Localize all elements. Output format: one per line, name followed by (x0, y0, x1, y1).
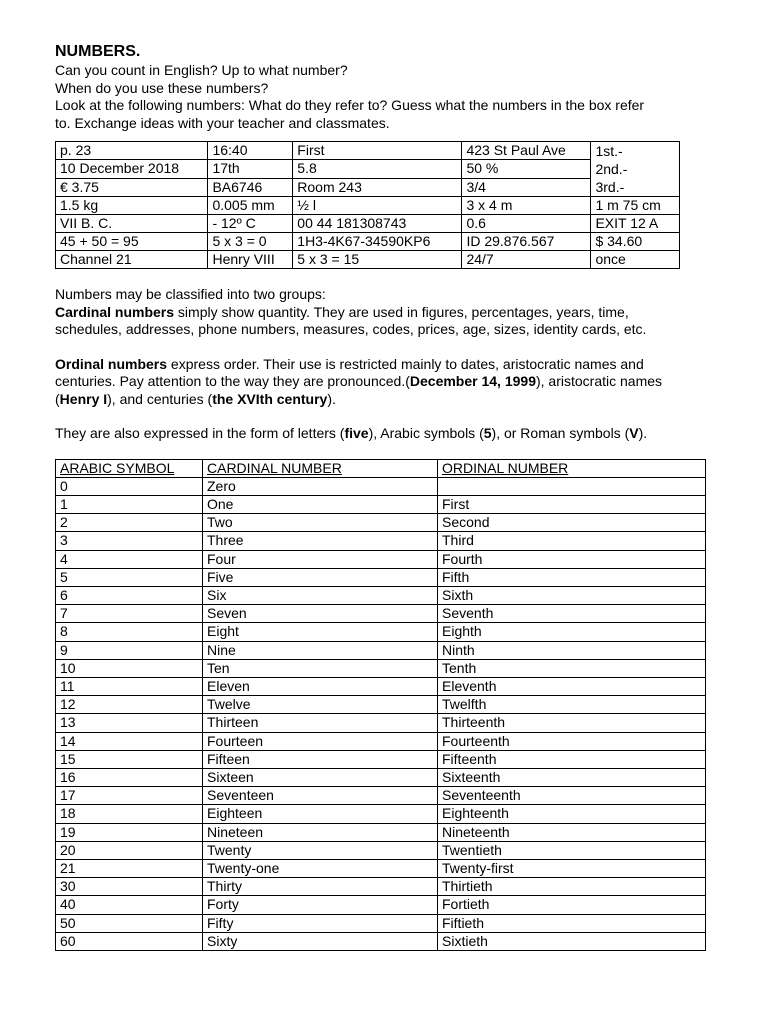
arabic-cell: 10 (56, 659, 203, 677)
ordinal-text-3b: ), and centuries ( (107, 390, 213, 407)
arabic-cell: 21 (56, 859, 203, 877)
arabic-cell: 0 (56, 477, 203, 495)
arabic-cell: 1 (56, 495, 203, 513)
arabic-cell: 18 (56, 805, 203, 823)
box-cell: 0.6 (462, 215, 591, 233)
intro-line-1: Can you count in English? Up to what number? (55, 62, 348, 78)
box-cell: 5 x 3 = 15 (293, 251, 462, 269)
cardinal-cell: Ten (203, 659, 438, 677)
ordinal-cell: Twenty-first (438, 859, 706, 877)
box-cell: 00 44 181308743 (293, 215, 462, 233)
arabic-cell: 50 (56, 914, 203, 932)
box-cell: $ 34.60 (591, 233, 680, 251)
box-cell: p. 23 (56, 142, 208, 160)
table-row (56, 750, 706, 768)
cardinal-cell: One (203, 495, 438, 513)
table-row (56, 605, 706, 623)
ordinal-term: Ordinal numbers (55, 355, 168, 372)
box-cell: 1.5 kg (56, 197, 208, 215)
cardinal-cell: Fourteen (203, 732, 438, 750)
ordinal-example-century: the XVIth century (212, 390, 328, 407)
cardinal-cell: Thirty (203, 878, 438, 896)
box-cell: 50 % (462, 160, 591, 178)
ordinal-cell: Fourth (438, 550, 706, 568)
arabic-cell: 20 (56, 841, 203, 859)
cardinal-cell: Eighteen (203, 805, 438, 823)
table-row (56, 514, 706, 532)
cardinal-cell: Six (203, 586, 438, 604)
ordinal-cell: Thirteenth (438, 714, 706, 732)
ordinal-cell: Fortieth (438, 896, 706, 914)
ordinal-text-3c: ). (327, 390, 336, 407)
forms-text-a: They are also expressed in the form of letters ( (55, 425, 345, 441)
ordinal-paragraph-line-3 (55, 391, 715, 409)
box-cell: 1 m 75 cm (591, 197, 680, 215)
arabic-cell: 4 (56, 550, 203, 568)
forms-text-d: ). (638, 425, 648, 441)
table-row (56, 914, 706, 932)
ordinal-cell: Fifteenth (438, 750, 706, 768)
arabic-cell: 7 (56, 605, 203, 623)
table-row (56, 787, 706, 805)
box-cell: - 12º C (208, 215, 293, 233)
intro-line-2: When do you use these numbers? (55, 79, 269, 96)
box-cell: Room 243 (293, 178, 462, 196)
header-ordinal-number: ORDINAL NUMBER (438, 459, 706, 477)
forms-example-arabic: 5 (483, 425, 492, 441)
arabic-cell: 40 (56, 896, 203, 914)
ordinal-paragraph-line-1 (55, 356, 715, 374)
ordinal-example-name: Henry I (59, 390, 108, 407)
ordinal-cell: Third (438, 532, 706, 550)
cardinal-cell: Sixteen (203, 768, 438, 786)
table-row (56, 568, 706, 586)
table-row (56, 677, 706, 695)
ordinal-cell: Sixth (438, 586, 706, 604)
cardinal-cell: Four (203, 550, 438, 568)
table-row (56, 641, 706, 659)
numbers-reference-table (55, 459, 706, 951)
table-row (56, 823, 706, 841)
cardinal-cell: Five (203, 568, 438, 586)
cardinal-cell: Twenty-one (203, 859, 438, 877)
ordinal-cell: Sixteenth (438, 768, 706, 786)
forms-text-b: ), Arabic symbols ( (368, 425, 484, 441)
box-cell: 10 December 2018 (56, 160, 208, 178)
box-cell: 24/7 (462, 251, 591, 269)
box-cell: First (293, 142, 462, 160)
arabic-cell: 9 (56, 641, 203, 659)
box-cell: 1H3-4K67-34590KP6 (293, 233, 462, 251)
intro-line-3: Look at the following numbers: What do they refer to? Guess what the numbers in the box refer (55, 97, 645, 113)
groups-intro: Numbers may be classified into two groups: (55, 286, 326, 302)
table-row (56, 732, 706, 750)
ordinal-text-1: express order. Their use is restricted mainly to dates, aristocratic names and (167, 355, 644, 372)
ordinal-cell: Seventh (438, 605, 706, 623)
table-row (56, 768, 706, 786)
ordinal-cell: Ninth (438, 641, 706, 659)
table-row (56, 586, 706, 604)
ordinal-cell: First (438, 495, 706, 513)
cardinal-cell: Nine (203, 641, 438, 659)
arabic-cell: 6 (56, 586, 203, 604)
table-header-row (56, 459, 706, 477)
header-arabic-symbol: ARABIC SYMBOL (56, 459, 203, 477)
box-ordinal-1: 1st.- (595, 143, 623, 159)
cardinal-cell: Zero (203, 477, 438, 495)
box-cell: € 3.75 (56, 178, 208, 196)
cardinal-cell: Forty (203, 896, 438, 914)
table-row (56, 841, 706, 859)
document-page (55, 42, 715, 951)
arabic-cell: 60 (56, 932, 203, 950)
ordinal-cell: Sixtieth (438, 932, 706, 950)
arabic-cell: 13 (56, 714, 203, 732)
box-cell: 423 St Paul Ave (462, 142, 591, 160)
ordinal-cell: Eighth (438, 623, 706, 641)
ordinal-cell: Fifth (438, 568, 706, 586)
table-row (56, 477, 706, 495)
arabic-cell: 30 (56, 878, 203, 896)
ordinal-cell: Tenth (438, 659, 706, 677)
ordinal-cell: Second (438, 514, 706, 532)
table-row (56, 532, 706, 550)
table-row (56, 932, 706, 950)
box-ordinal-3: 3rd.- (595, 179, 625, 195)
forms-example-roman: V (629, 425, 639, 441)
table-row (56, 696, 706, 714)
arabic-cell: 3 (56, 532, 203, 550)
table-row (56, 714, 706, 732)
box-cell: 16:40 (208, 142, 293, 160)
box-cell: 5 x 3 = 0 (208, 233, 293, 251)
arabic-cell: 15 (56, 750, 203, 768)
cardinal-term: Cardinal numbers (55, 303, 175, 320)
table-row (56, 659, 706, 677)
cardinal-cell: Two (203, 514, 438, 532)
forms-text-c: ), or Roman symbols ( (491, 425, 630, 441)
table-row (56, 896, 706, 914)
ordinal-cell: Seventeenth (438, 787, 706, 805)
box-cell: Channel 21 (56, 251, 208, 269)
ordinal-cell: Twelfth (438, 696, 706, 714)
ordinal-text-2b: ), aristocratic names (535, 373, 663, 389)
ordinal-text-3a: ( (55, 390, 60, 407)
cardinal-paragraph-line-1 (55, 304, 715, 322)
cardinal-cell: Thirteen (203, 714, 438, 732)
cardinal-cell: Sixty (203, 932, 438, 950)
cardinal-text-1: simply show quantity. They are used in figures, percentages, years, time, (174, 303, 629, 320)
ordinal-text-2a: centuries. Pay attention to the way they are pronounced.( (55, 373, 410, 389)
box-cell: 0.005 mm (208, 197, 293, 215)
arabic-cell: 19 (56, 823, 203, 841)
box-cell: ID 29.876.567 (462, 233, 591, 251)
arabic-cell: 17 (56, 787, 203, 805)
box-cell: 3/4 (462, 178, 591, 196)
intro-line-4: to. Exchange ideas with your teacher and classmates. (55, 114, 390, 131)
ordinal-cell: Twentieth (438, 841, 706, 859)
ordinal-example-date: December 14, 1999 (409, 373, 536, 389)
arabic-cell: 5 (56, 568, 203, 586)
arabic-cell: 11 (56, 677, 203, 695)
cardinal-cell: Eight (203, 623, 438, 641)
table-row (56, 878, 706, 896)
arabic-cell: 2 (56, 514, 203, 532)
box-cell: Henry VIII (208, 251, 293, 269)
table-row (56, 805, 706, 823)
header-cardinal-number: CARDINAL NUMBER (203, 459, 438, 477)
ordinal-cell: Fourteenth (438, 732, 706, 750)
cardinal-cell: Seven (203, 605, 438, 623)
ordinal-cell (438, 477, 706, 495)
forms-paragraph (55, 425, 715, 443)
cardinal-cell: Fifty (203, 914, 438, 932)
table-row (56, 859, 706, 877)
box-cell: 5.8 (293, 160, 462, 178)
box-cell: ½ l (293, 197, 462, 215)
arabic-cell: 12 (56, 696, 203, 714)
arabic-cell: 16 (56, 768, 203, 786)
cardinal-cell: Seventeen (203, 787, 438, 805)
cardinal-cell: Three (203, 532, 438, 550)
box-ordinal-2: 2nd.- (595, 161, 628, 177)
forms-example-letters: five (344, 425, 369, 441)
cardinal-cell: Fifteen (203, 750, 438, 768)
ordinal-cell: Thirtieth (438, 878, 706, 896)
cardinal-text-2: schedules, addresses, phone numbers, measures, codes, prices, age, sizes, identity cards, etc. (55, 321, 647, 337)
cardinal-cell: Twenty (203, 841, 438, 859)
cardinal-cell: Eleven (203, 677, 438, 695)
box-ordinals-cell (591, 142, 680, 197)
ordinal-cell: Eighteenth (438, 805, 706, 823)
ordinal-paragraph-line-2 (55, 373, 715, 391)
box-cell: EXIT 12 A (591, 215, 680, 233)
numbers-box-table (55, 141, 680, 269)
table-row (56, 495, 706, 513)
box-cell: 17th (208, 160, 293, 178)
ordinal-cell: Eleventh (438, 677, 706, 695)
ordinal-cell: Nineteenth (438, 823, 706, 841)
arabic-cell: 14 (56, 732, 203, 750)
cardinal-cell: Nineteen (203, 823, 438, 841)
ordinal-cell: Fiftieth (438, 914, 706, 932)
cardinal-cell: Twelve (203, 696, 438, 714)
box-cell: BA6746 (208, 178, 293, 196)
page-title: NUMBERS. (55, 43, 141, 60)
box-cell: 45 + 50 = 95 (56, 233, 208, 251)
box-cell: once (591, 251, 680, 269)
table-row (56, 550, 706, 568)
box-cell: VII B. C. (56, 215, 208, 233)
arabic-cell: 8 (56, 623, 203, 641)
box-cell: 3 x 4 m (462, 197, 591, 215)
table-row (56, 623, 706, 641)
